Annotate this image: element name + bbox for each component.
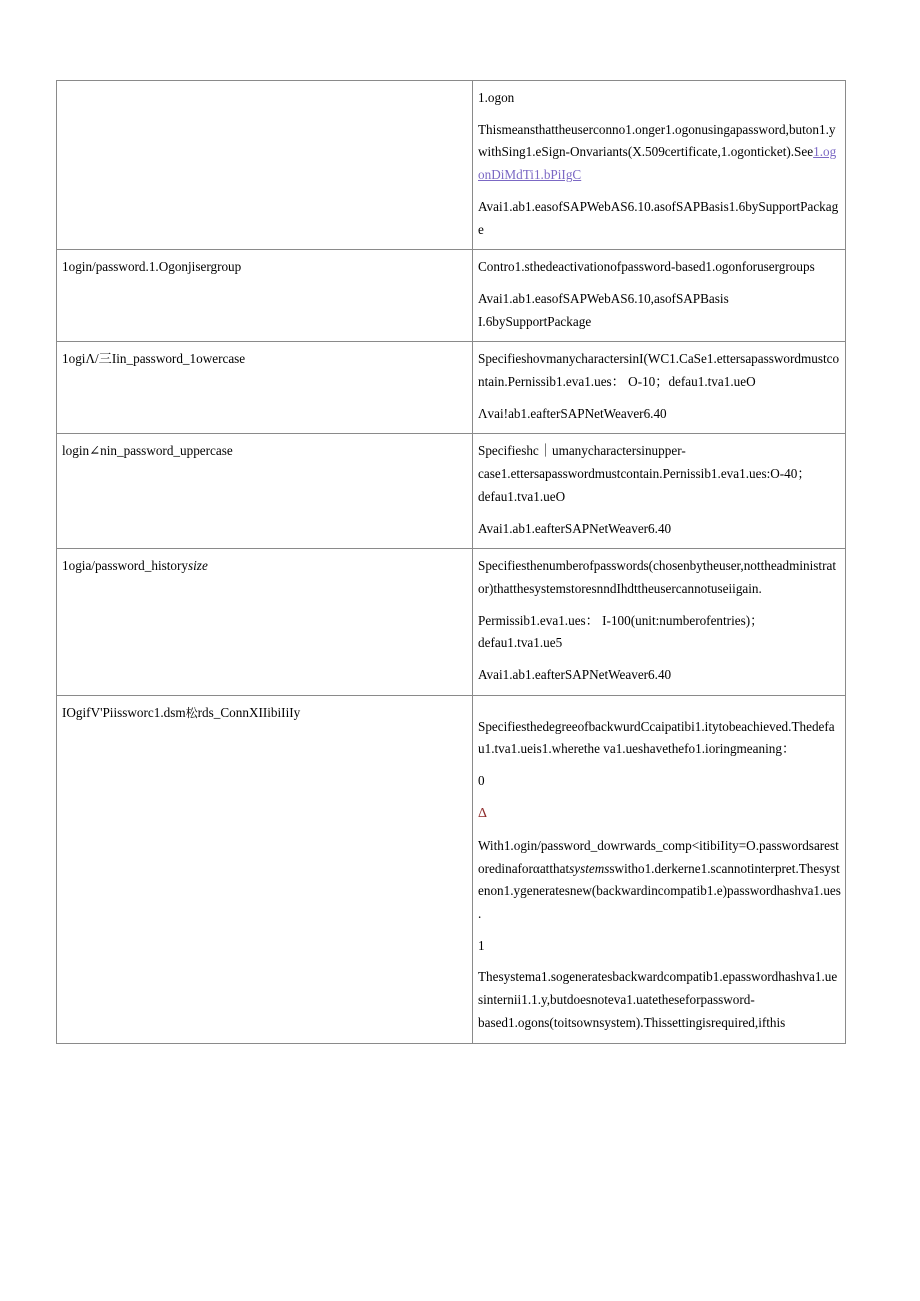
- parameter-name-text: 1ogiΛ/三Iin_password_1owercase: [62, 351, 246, 367]
- parameter-description-cell: [473, 549, 846, 696]
- value-one-label: 1: [478, 937, 485, 953]
- parameter-name-text: [62, 87, 468, 175]
- table-row: [57, 549, 846, 696]
- value-one-description: Thesystema1.sogeneratesbackwardcompatib1.epasswordhashva1.uesinternii1.1.y,butdoesnoteva1.uatetheseforpassword-based1.ogons(toitsownsystem).Thissettingisrequired,ifthis: [478, 969, 838, 1030]
- parameters-table: [56, 80, 846, 1044]
- table-row: [57, 695, 846, 1043]
- parameter-name-cell: [57, 549, 473, 696]
- parameter-name-cell: [57, 695, 473, 1043]
- value-zero-label: 0: [478, 773, 485, 789]
- parameter-description-cell: [473, 695, 846, 1043]
- description-text: Thismeansthattheuserconno1.onger1.ogonusingapassword,buton1.ywithSing1.eSign-Onvariants(X.509certificate,1.ogonticket).See: [478, 121, 836, 160]
- parameter-name-part-one: IOgifV'Piissworc1.dsm: [62, 704, 186, 720]
- parameter-name-italic-suffix: size: [188, 558, 208, 574]
- permissible-values-paragraph: Permissib1.eva1.ues： I-100(unit:numberofentries)；defau1.tva1.ue5: [478, 612, 764, 651]
- parameter-name-part-two: rds_ConnXIIibiIiIy: [197, 704, 301, 720]
- delta-marker-icon: Δ: [478, 805, 488, 821]
- cjk-glyph-icon: 松: [185, 705, 198, 720]
- parameter-description-cell: [473, 81, 846, 250]
- parameter-name-text: 1ogin/password.1.Ogonjisergroup: [62, 259, 242, 275]
- availability-paragraph: Avai1.ab1.easofSAPWebAS6.10.asofSAPBasis1.6bySupportPackage: [478, 198, 839, 237]
- parameter-name-cell: [57, 342, 473, 434]
- description-paragraph: Contro1.sthedeactivationofpassword-based1.ogonforusergroups: [478, 259, 815, 275]
- parameter-name-prefix: 1ogia/password_history: [62, 558, 189, 574]
- table-row: [57, 434, 846, 549]
- description-paragraph-with-link: [478, 119, 841, 187]
- description-paragraph: Specifiesthenumberofpasswords(chosenbytheuser,nottheadministrator)thatthesystemstoresnndIhdttheusercannotuseiigain.: [478, 558, 837, 596]
- table-row: [57, 342, 846, 434]
- table-row: [57, 250, 846, 342]
- parameter-description-cell: [473, 250, 846, 342]
- value-zero-description-italic: systems: [569, 860, 610, 876]
- availability-paragraph: Avai1.ab1.eafterSAPNetWeaver6.40: [478, 520, 672, 536]
- description-paragraph: Specifieshc｜umanycharactersinupper-case1.ettersapasswordmustcontain.Pernissib1.eva1.ues:O-40； defau1.tva1.ueO: [478, 443, 811, 504]
- value-zero-description-before: With1.ogin/password_dowrwards_comp<itibiIity=O.passwordsarestoredinaforαatthat: [478, 837, 839, 876]
- value-zero-description: [478, 835, 841, 926]
- availability-paragraph: Λvai!ab1.eafterSAPNetWeaver6.40: [478, 405, 667, 421]
- logon-documentation-link[interactable]: 1.ogonDiMdTi1.bPiIgC: [478, 144, 837, 183]
- parameter-name-cell: [57, 250, 473, 342]
- parameter-name-text: [62, 555, 468, 578]
- description-paragraph: SpecifieshovmanycharactersinI(WC1.CaSe1.ettersapasswordmustcontain.Pernissib1.eva1.ues： O-10；defau1.tva1.ueO: [478, 351, 840, 390]
- description-paragraph: 1.ogon: [478, 90, 515, 105]
- parameter-name-cell: [57, 81, 473, 250]
- parameter-name-text: [62, 702, 468, 725]
- parameter-description-cell: [473, 342, 846, 434]
- table-row: [57, 81, 846, 250]
- parameter-name-cell: [57, 434, 473, 549]
- description-paragraph: SpecifiesthedegreeofbackwurdCcaipatibi1.itytobeachieved.Thedefau1.tva1.ueis1.wherethe va1.ueshavethefo1.ioringmeaning：: [478, 718, 835, 757]
- value-zero-description-after: switho1.derkerne1.scannotinterpret.Thesystenon1.ygeneratesnew(backwardincompatib1.e)passwordhashva1.ues.: [478, 860, 841, 922]
- parameter-name-text: login∠nin_password_uppercase: [62, 443, 233, 459]
- parameter-description-cell: [473, 434, 846, 549]
- availability-paragraph: Avai1.ab1.easofSAPWebAS6.10,asofSAPBasis I.6bySupportPackage: [478, 290, 729, 329]
- availability-paragraph: Avai1.ab1.eafterSAPNetWeaver6.40: [478, 667, 672, 683]
